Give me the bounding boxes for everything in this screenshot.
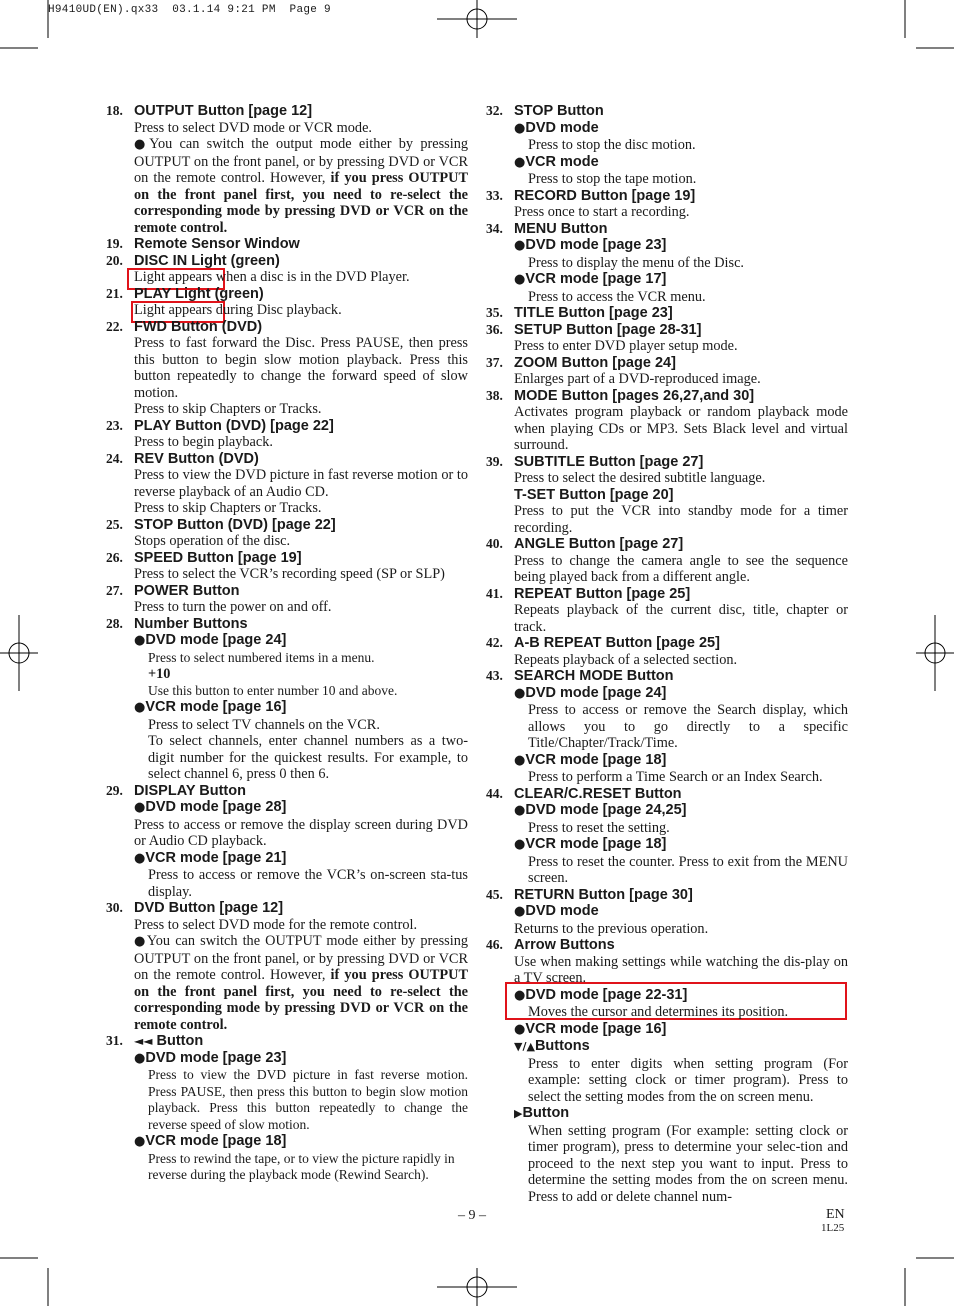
item-title: MENU Button bbox=[514, 220, 608, 237]
item-title: REPEAT Button [page 25] bbox=[514, 585, 691, 602]
bullet-icon: ● bbox=[514, 1021, 526, 1037]
item-39: 39. SUBTITLE Button [page 27] Press to select the desired subtitle language. T-SET Button [page 20] Press to put the VCR into standby mode for a timer recording. bbox=[486, 453, 848, 536]
item-25: 25. STOP Button (DVD) [page 22] Stops operation of the disc. bbox=[106, 517, 468, 550]
item-title: Arrow Buttons bbox=[514, 937, 615, 953]
bullet-icon: ● bbox=[514, 685, 526, 701]
left-column bbox=[106, 103, 468, 1184]
item-22: 22. FWD Button (DVD) Press to fast forward the Disc. Press PAUSE, then press this button to begin slow motion playback. Press this button repeatedly to change the forward speed of slow motion. Press to skip Chapters or Tracks. bbox=[106, 318, 468, 417]
item-26: 26. SPEED Button [page 19] Press to select the VCR’s recording speed (SP or SLP) bbox=[106, 550, 468, 583]
bullet-icon: ● bbox=[134, 1134, 146, 1149]
item-24: 24. REV Button (DVD) Press to view the DVD picture in fast reverse motion or to reverse playback of an Audio CD. Press to skip Chapters or Tracks. bbox=[106, 450, 468, 516]
print-header: H9410UD(EN).qx33 03.1.14 9:21 PM Page 9 bbox=[48, 4, 331, 16]
item-title: ANGLE Button [page 27] bbox=[514, 536, 684, 552]
item-37: 37. ZOOM Button [page 24] Enlarges part of a DVD-reproduced image. bbox=[486, 355, 848, 388]
bullet-icon: ● bbox=[514, 238, 526, 253]
item-23: 23. PLAY Button (DVD) [page 22] Press to begin playback. bbox=[106, 418, 468, 451]
item-title: Button bbox=[156, 1033, 204, 1049]
bullet-icon: ● bbox=[134, 633, 146, 648]
bullet-icon: ● bbox=[514, 272, 526, 287]
item-title: SETUP Button [page 28-31] bbox=[514, 321, 702, 338]
language-code: EN bbox=[826, 1207, 845, 1222]
item-title: CLEAR/C.RESET Button bbox=[514, 785, 682, 802]
bullet-icon: ● bbox=[514, 752, 526, 768]
page-number: – 9 – bbox=[458, 1208, 486, 1223]
item-29: 29. DISPLAY Button ●DVD mode [page 28] Press to access or remove the display screen during DVD or Audio CD playback. ●VCR mode [page 21] Press to access or remove the VCR’s on-screen sta-tus display. bbox=[106, 782, 468, 900]
item-title: PLAY Button (DVD) [page 22] bbox=[134, 417, 334, 434]
item-41: 41. REPEAT Button [page 25] Repeats playback of the current disc, title, chapter or track. bbox=[486, 585, 848, 635]
item-title: RECORD Button [page 19] bbox=[514, 187, 696, 204]
bullet-icon: ● bbox=[514, 154, 526, 170]
item-35: 35. TITLE Button [page 23] bbox=[486, 305, 848, 322]
item-34: 34. MENU Button ●DVD mode [page 23] Press to display the menu of the Disc. ●VCR mode [page 17] Press to access the VCR menu. bbox=[486, 221, 848, 306]
item-subtitle: T-SET Button [page 20] bbox=[514, 486, 674, 503]
item-title: REV Button (DVD) bbox=[134, 450, 259, 467]
item-40: 40. ANGLE Button [page 27] Press to change the camera angle to see the sequence being played back from a different angle. bbox=[486, 536, 848, 585]
highlighted-text: Light appears bbox=[134, 269, 213, 285]
bullet-icon: ● bbox=[134, 700, 146, 715]
item-43: 43. SEARCH MODE Button ●DVD mode [page 24] Press to access or remove the Search display, which allows you to go directly to a specific Title/Chapter/Track/Time. ●VCR mode [page 18] Press to perform a Time Search or an Index Search. bbox=[486, 668, 848, 785]
right-column bbox=[486, 103, 848, 1205]
bullet-icon: ● bbox=[134, 850, 146, 866]
bullet-icon: ● bbox=[514, 837, 526, 852]
highlighted-text: Light appears bbox=[134, 302, 213, 318]
item-title: MODE Button [pages 26,27,and 30] bbox=[514, 387, 755, 404]
item-30: 30. DVD Button [page 12] Press to select DVD mode for the remote control. ●You can switch the OUTPUT mode either by pressing OUTPUT on the front panel, or by pressing DVD or VCR on the remote control. However, if you press OUTPUT on the front panel first, you need to re-select the corresponding mode by pressing DVD or VCR on the remote control. bbox=[106, 900, 469, 1033]
bullet-icon: ● bbox=[134, 1050, 146, 1066]
item-38: 38. MODE Button [pages 26,27,and 30] Activates program playback or random playback mode when playing CDs or MP3. Sets Black level and virtual surround. bbox=[486, 387, 848, 453]
item-27: 27. POWER Button Press to turn the power on and off. bbox=[106, 583, 468, 616]
item-title: DVD Button [page 12] bbox=[134, 900, 284, 916]
item-46: 46. Arrow Buttons Use when making settings while watching the dis-play on a TV screen. ●DVD mode [page 22-31] Moves the cursor and determines its position. ●VCR mode [page 16] ▼/▲Buttons Press to enter digits when setting program (For example: setting clock or timer program). Press to select the setting modes from the on screen menu. ▶Button When setting program (For example: setting clock or timer program), press to determine your selec-tion and proceed to the next step you want to input. Press to determine the setting modes from the on screen menu. Press to add or delete channel num- bbox=[486, 937, 848, 1205]
item-title: PLAY Light (green) bbox=[134, 285, 264, 302]
item-21: 21. PLAY Light (green) Light appears during Disc playback. bbox=[106, 286, 468, 319]
item-title: SUBTITLE Button [page 27] bbox=[514, 453, 704, 470]
item-title: RETURN Button [page 30] bbox=[514, 886, 693, 903]
item-title: FWD Button (DVD) bbox=[134, 318, 263, 335]
item-44: 44. CLEAR/C.RESET Button ●DVD mode [page 24,25] Press to reset the setting. ●VCR mode [page 18] Press to reset the counter. Press to exit from the MENU screen. bbox=[486, 785, 848, 886]
document-code: 1L25 bbox=[821, 1222, 845, 1234]
right-arrow-icon: ▶ bbox=[514, 1107, 523, 1120]
item-title: TITLE Button [page 23] bbox=[514, 305, 673, 321]
item-title: A-B REPEAT Button [page 25] bbox=[514, 635, 720, 651]
bullet-icon: ● bbox=[514, 120, 526, 136]
item-title: Number Buttons bbox=[134, 615, 248, 632]
item-36: 36. SETUP Button [page 28-31] Press to enter DVD player setup mode. bbox=[486, 322, 848, 355]
item-32: 32. STOP Button ●DVD mode Press to stop the disc motion. ●VCR mode Press to stop the tape motion. bbox=[486, 103, 848, 188]
item-20: 20. DISC IN Light (green) Light appears when a disc is in the DVD Player. bbox=[106, 253, 468, 286]
item-title: Remote Sensor Window bbox=[134, 236, 300, 252]
bullet-icon: ● bbox=[514, 904, 526, 919]
item-title: DISC IN Light (green) bbox=[134, 252, 280, 269]
item-title: STOP Button bbox=[514, 103, 604, 119]
bullet-icon: ● bbox=[134, 934, 147, 949]
bullet-icon: ● bbox=[514, 803, 526, 818]
item-28: 28. Number Buttons ●DVD mode [page 24] Press to select numbered items in a menu. +10 Use this button to enter number 10 and above. ●VCR mode [page 16] Press to select TV channels on the VCR. To select channels, enter channel numbers as a two-digit number for the quickest results. For example, to select channel 6, press 0 then 6. bbox=[106, 615, 468, 782]
item-title: STOP Button (DVD) [page 22] bbox=[134, 516, 336, 533]
item-19: 19. Remote Sensor Window bbox=[106, 236, 468, 253]
rewind-icon: ◄◄ bbox=[134, 1034, 153, 1048]
item-title: ZOOM Button [page 24] bbox=[514, 354, 676, 371]
item-18: 18. OUTPUT Button [page 12] Press to select DVD mode or VCR mode. ●You can switch the output mode either by pressing OUTPUT on the front panel, or by pressing DVD or VCR on the remote control. However, if you press OUTPUT on the front panel first, you need to re-select the corresponding mode by pressing DVD or VCR on the remote control. bbox=[106, 103, 468, 236]
item-45: 45. RETURN Button [page 30] ●DVD mode Returns to the previous operation. bbox=[486, 887, 848, 938]
item-title: POWER Button bbox=[134, 582, 240, 599]
item-42: 42. A-B REPEAT Button [page 25] Repeats playback of a selected section. bbox=[486, 635, 848, 668]
item-31: 31. ◄◄ Button ●DVD mode [page 23] Press to view the DVD picture in fast reverse motion. Press PAUSE, then press this button to begin slow motion playback. Press this button repeatedly to change the reverse speed of slow motion. ●VCR mode [page 18] Press to rewind the tape, or to view the picture rapidly in reverse during the playback mode (Rewind Search). bbox=[106, 1033, 468, 1182]
bullet-icon: ● bbox=[134, 800, 146, 815]
highlighted-text: Moves the cursor and determines its position. bbox=[528, 1004, 789, 1020]
down-up-arrow-icon: ▼/▲ bbox=[514, 1040, 535, 1053]
item-title: SEARCH MODE Button bbox=[514, 668, 674, 684]
item-title: DISPLAY Button bbox=[134, 782, 246, 799]
item-33: 33. RECORD Button [page 19] Press once to start a recording. bbox=[486, 188, 848, 221]
bullet-icon: ● bbox=[134, 137, 150, 152]
item-title: SPEED Button [page 19] bbox=[134, 549, 302, 566]
item-title: OUTPUT Button [page 12] bbox=[134, 103, 313, 119]
bullet-icon: ● bbox=[514, 987, 526, 1003]
